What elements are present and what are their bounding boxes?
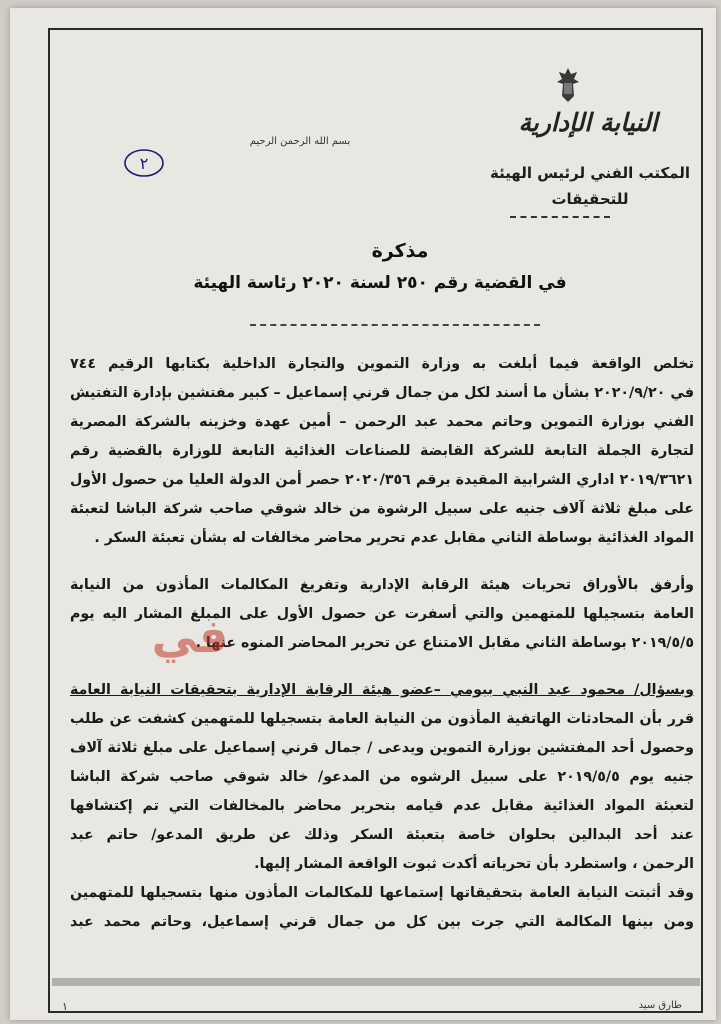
body-line: ومن بينها المكالمة التي جرت بين كل من جمال قرني إسماعيل، وحاتم محمد عبد [70, 914, 694, 930]
body-line: ٢٠١٩/٣٦٢١ اداري الشرابية المقيدة برقم ٢٠٢٠/٣٥٦ حصر أمن الدولة العليا من حصول الأول [70, 472, 694, 488]
page-mark-text: ٢ [139, 154, 149, 173]
memo-subtitle: في القضية رقم ٢٥٠ لسنة ٢٠٢٠ رئاسة الهيئة [193, 273, 567, 293]
office-divider [510, 216, 610, 218]
page-number: ١ [62, 1000, 68, 1013]
signature: طارق سيد [638, 1000, 682, 1011]
body-line: على مبلغ ثلاثة آلاف جنيه على سبيل الرشوة من خالد شوقي صاحب شركة الباشا لتعبئة [70, 501, 694, 517]
eagle-emblem-icon [555, 66, 581, 104]
body-line: لتعبئة المواد الغذائية مقابل عدم قيامه بتحرير محاضر بالمخالفات التي تم إكتشافها [70, 798, 694, 814]
body-line: المواد الغذائية بوساطة الثاني مقابل عدم تحرير محاضر مخالفات له بشأن تعبئة السكر . [94, 530, 694, 546]
body-line-underlined: وبسؤال/ محمود عبد النبي بيومي –عضو هيئة الرقابة الإدارية بتحقيقات النيابة العامة [70, 682, 694, 698]
basmala: بسم الله الرحمن الرحيم [249, 136, 351, 147]
body-line: وحصول أحد المفتشين بوزارة التموين ويدعى / جمال قرني إسماعيل على مبلغ ثلاثة آلاف [70, 740, 694, 756]
handwritten-page-mark [122, 146, 166, 180]
document-sheet [10, 8, 716, 1020]
body-line: في ٢٠٢٠/٩/٢٠ بشأن ما أسند لكل من جمال قرني إسماعيل – كبير مفتشين بإدارة التفتيش [70, 385, 694, 401]
office-line-2: للتحقيقات [551, 190, 629, 208]
watermark-logo: في [151, 609, 229, 663]
body-line: وأرفق بالأوراق تحريات هيئة الرقابة الإدارية وتفريغ المكالمات المأذون من النيابة [70, 577, 694, 593]
title-divider [250, 324, 540, 326]
office-heading [480, 160, 700, 212]
body-line: الرحمن ، واستطرد بأن تحرياته أكدت ثبوت الواقعة المشار إليها. [254, 856, 694, 872]
body-line: لتجارة الجملة التابعة للشركة القابضة للصناعات الغذائية التابعة للوزارة بالقضية رقم [70, 443, 694, 459]
memo-title: مذكرة [371, 240, 429, 262]
body-line: العامة بتسجيلها للمتهمين والتي أسفرت عن حصول الأول على المبلغ المشار اليه يوم [70, 606, 694, 622]
body-line: تخلص الواقعة فيما أبلغت به وزارة التموين والتجارة الداخلية بكتابها الرقيم ٧٤٤ [70, 356, 694, 372]
body-line: قرر بأن المحادثات الهاتفية المأذون من النيابة العامة بتسجيلها للمتهمين كشفت عن طلب [70, 711, 694, 727]
body-line: ٢٠١٩/٥/٥ بوساطة الثاني مقابل الامتناع عن تحرير المحاضر المنوه عنها . [195, 635, 694, 651]
office-line-1: المكتب الفني لرئيس الهيئة [489, 164, 691, 182]
body-line: وقد أثبتت النيابة العامة بتحقيقاتها إستماعها للمكالمات المأذون منها بتسجيلها للمتهمين [70, 885, 694, 901]
body-line: عند أحد البدالين بحلوان خاصة بتعبئة السكر وذلك عن طريق المدعو/ حاتم عبد [70, 827, 694, 843]
bottom-shadow-band [52, 978, 700, 986]
body-line: الفني بوزارة التموين وحاتم محمد عبد الرحمن – أمين عهدة وخزينه بالشركة المصرية [70, 414, 694, 430]
body-line: جنيه يوم ٢٠١٩/٥/٥ على سبيل الرشوه من المدعو/ خالد شوقي صاحب شركة الباشا [70, 769, 694, 785]
brand-logo-text: النيابة الإدارية [518, 108, 658, 137]
